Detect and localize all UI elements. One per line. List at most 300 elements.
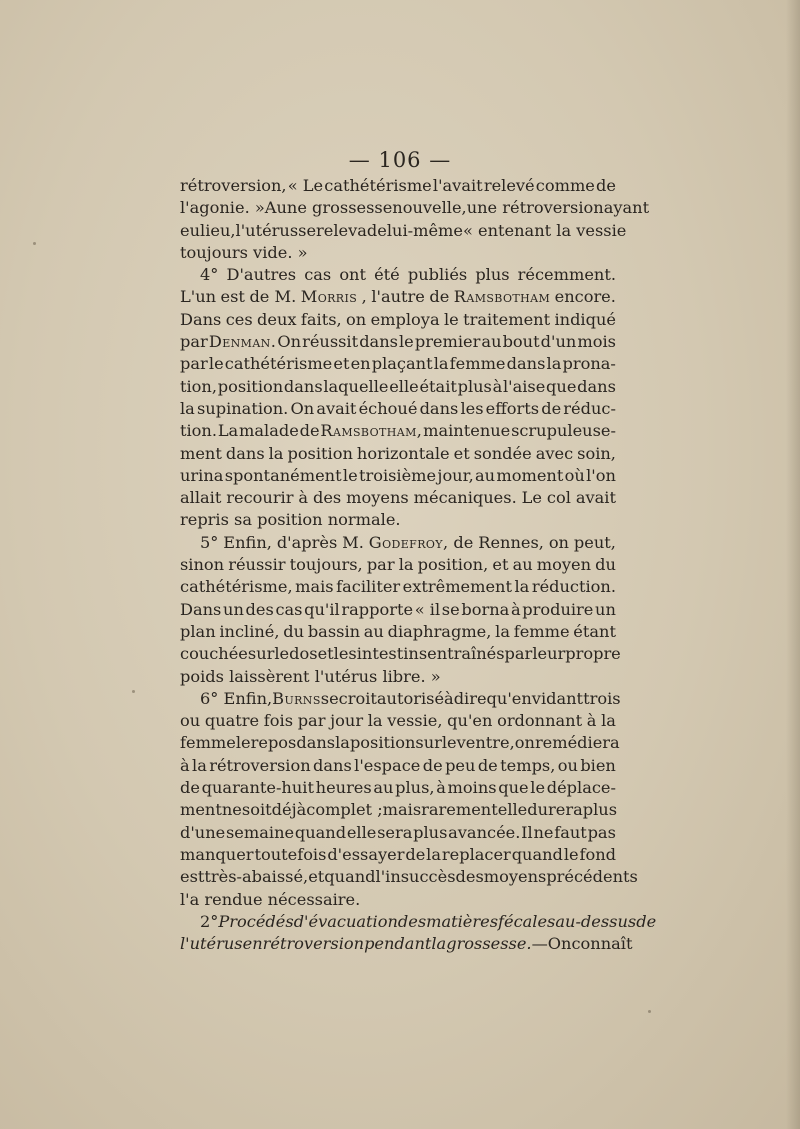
word: est (180, 867, 205, 887)
text-line (180, 799, 616, 821)
word: plus (582, 800, 618, 820)
word: elle (346, 822, 377, 842)
word: fois (263, 711, 294, 731)
word: plus, (395, 778, 435, 798)
word: bassin (307, 621, 361, 641)
word: les (460, 398, 484, 418)
text-line (180, 911, 657, 933)
word: dans (296, 733, 336, 753)
word: à (510, 599, 521, 619)
word: au (475, 465, 496, 485)
text-line (180, 643, 621, 665)
word: l'espace (354, 755, 421, 775)
word: relevé (483, 176, 535, 195)
word: repos (250, 733, 297, 753)
text-line (180, 844, 616, 866)
word: déjà (271, 800, 307, 820)
text-line (180, 732, 620, 754)
text-line (180, 688, 621, 710)
word: L'un (180, 287, 217, 307)
word: col (546, 488, 571, 508)
text-line (180, 933, 633, 955)
word: D'autres (226, 265, 297, 285)
word: ne (533, 822, 554, 842)
word: deux (257, 309, 297, 329)
text-line (180, 353, 616, 375)
word: la (514, 577, 530, 597)
word: du (595, 555, 616, 575)
word: La (217, 421, 239, 441)
word: rétroversion (262, 934, 365, 954)
word: femme (180, 733, 236, 753)
word: tenant la vessie (498, 220, 627, 240)
text-line (180, 777, 616, 799)
word: moins (447, 778, 497, 798)
word: de (366, 220, 387, 240)
word: tion, (180, 376, 217, 396)
word: elle (497, 800, 528, 820)
word: scrupuleuse- (511, 421, 616, 441)
word: elle (389, 376, 419, 396)
word: plan (180, 621, 216, 641)
word: leur (532, 644, 566, 664)
word: extrêmement (402, 577, 512, 597)
word: de (429, 287, 450, 307)
word: par (180, 354, 208, 374)
paper-speck (132, 690, 135, 693)
word: publiés (407, 265, 468, 285)
word: dos (289, 644, 318, 664)
word: eu (180, 220, 201, 240)
word: quand (324, 867, 376, 887)
word: l'utérus (235, 220, 299, 240)
word: l'agonie. » (180, 198, 265, 218)
word: de (422, 755, 443, 775)
word: le (441, 733, 457, 753)
word: plaçant (371, 354, 433, 374)
word: réussir (228, 555, 286, 575)
word: on (346, 309, 367, 329)
word: au (363, 621, 384, 641)
word: le (443, 309, 459, 329)
text-line (180, 286, 616, 308)
word: soin, (577, 443, 616, 463)
word: précédents (546, 867, 638, 887)
word: et (492, 555, 509, 575)
word: dans (359, 332, 398, 352)
word: par (366, 555, 395, 575)
text-line (180, 175, 616, 197)
word: cathétérisme (324, 176, 432, 195)
word: ordonnant (497, 711, 583, 731)
word: comme (535, 176, 595, 195)
word: temps, (500, 755, 556, 775)
word: 5° (200, 532, 219, 552)
word: par (180, 332, 208, 352)
word: Procédés (218, 911, 294, 931)
word: de (596, 176, 616, 195)
word: supination. (196, 398, 289, 418)
word: à (180, 755, 190, 775)
text-line (180, 197, 650, 219)
word: à (492, 376, 503, 396)
word: avancée. (448, 822, 521, 842)
word: au-dessus (555, 911, 637, 931)
word: remédiera (534, 733, 620, 753)
word: le (274, 644, 290, 664)
word: mais (382, 800, 422, 820)
word: est (220, 287, 245, 307)
word: avec (535, 443, 574, 463)
word: en (350, 354, 371, 374)
word: matières (426, 911, 499, 931)
word: connaît (571, 934, 633, 954)
word: borna (461, 599, 510, 619)
word: ment (180, 443, 222, 463)
word: urina (180, 465, 224, 485)
word: indiqué (554, 309, 616, 329)
text-line (180, 443, 616, 465)
text-line (180, 487, 616, 509)
word: femme (449, 354, 506, 374)
word: peu (445, 755, 476, 775)
text-line (180, 309, 616, 331)
word: que (546, 376, 577, 396)
word: étant (573, 621, 616, 641)
word: , (361, 287, 367, 307)
word: et (453, 443, 470, 463)
word: se (441, 599, 460, 619)
word: moyens (346, 488, 409, 508)
text-line (180, 866, 638, 888)
word: plus (457, 376, 492, 396)
word: « il (414, 599, 441, 619)
word: autorisé (376, 688, 445, 708)
word: de M. (249, 287, 297, 307)
word: avait (316, 398, 357, 418)
word: ces (225, 309, 253, 329)
text-line (180, 509, 616, 531)
word: — (531, 934, 548, 954)
word: maintenue (423, 421, 511, 441)
word: Godefroy, (368, 532, 449, 552)
word: ont (339, 265, 366, 285)
word: rétroversion, (180, 176, 287, 195)
word: une rétroversion (466, 198, 604, 218)
word: la (495, 621, 510, 641)
word: d'un (540, 332, 577, 352)
word: position (349, 733, 416, 753)
text-line (180, 666, 616, 688)
word: lieu, (200, 220, 236, 240)
text-line (180, 532, 616, 554)
word: position (217, 376, 284, 396)
word: déplace- (546, 778, 616, 798)
word: incliné, (219, 621, 280, 641)
word: heures (315, 778, 372, 798)
word: moyens (483, 867, 547, 887)
word: les (333, 644, 357, 664)
word: Il (521, 822, 533, 842)
word: traitement (463, 309, 551, 329)
word: quatre (204, 711, 260, 731)
word: à (298, 488, 309, 508)
word: la (180, 398, 195, 418)
word: jour, (437, 465, 474, 485)
word: 4° (200, 265, 219, 285)
word: sinon (180, 555, 225, 575)
word: par (504, 644, 533, 664)
word: et (317, 644, 334, 664)
word: dans (283, 376, 323, 396)
word: ou (557, 755, 578, 775)
word: qu'en (447, 711, 493, 731)
word: produire (522, 599, 594, 619)
word: du (283, 621, 305, 641)
word: une grossesse (276, 198, 393, 218)
word: sera (377, 822, 413, 842)
word: rarement (421, 800, 498, 820)
word: était (419, 376, 457, 396)
word: diaphragme, (387, 621, 492, 641)
word: moyen (536, 555, 592, 575)
word: « Le (287, 176, 324, 195)
word: Dans (180, 599, 222, 619)
text-line (180, 710, 616, 732)
word: dans (313, 755, 352, 775)
text-line (180, 755, 616, 777)
word: cathétérisme, (180, 577, 293, 597)
word: on (514, 733, 535, 753)
word: la (268, 443, 284, 463)
word: plus (475, 265, 510, 285)
word: se (298, 220, 317, 240)
word: qu'il (304, 599, 340, 619)
word: la (398, 555, 414, 575)
word: employa (370, 309, 440, 329)
word: 2° (200, 911, 219, 931)
word: entraînés (427, 644, 505, 664)
word: dans (225, 443, 265, 463)
word: l'on (586, 465, 616, 485)
word: position, (417, 555, 489, 575)
word: quand (511, 844, 563, 864)
word: semaine (226, 822, 295, 842)
word: toujours vide. » (180, 242, 308, 262)
word: dans (506, 354, 546, 374)
word: rapporte (341, 599, 414, 619)
word: été (374, 265, 400, 285)
text-line (180, 554, 616, 576)
word: très-abaissé, (204, 867, 309, 887)
word: au (373, 778, 394, 798)
text-line (180, 398, 616, 420)
paper-speck (33, 242, 36, 245)
word: que (498, 778, 529, 798)
text-line (180, 264, 616, 286)
word: la (367, 711, 383, 731)
word: soit (241, 800, 272, 820)
word: « en (462, 220, 499, 240)
word: vessie, (387, 711, 443, 731)
word: et (333, 354, 350, 374)
word: réussit (302, 332, 359, 352)
word: l'insuccès (375, 867, 456, 887)
word: dans (419, 398, 459, 418)
word: de (477, 755, 498, 775)
word: premier (414, 332, 481, 352)
word: vidant (531, 688, 584, 708)
text-line (180, 331, 616, 353)
word: le (563, 844, 579, 864)
word: de (299, 421, 320, 441)
word: avait (575, 488, 616, 508)
word: sur (415, 733, 442, 753)
word: grossesse. (446, 934, 532, 954)
word: d'après (276, 532, 338, 552)
word: 6° Enfin, (200, 688, 273, 708)
word: le (342, 465, 358, 485)
word: rétroversion (209, 755, 311, 775)
word: cas (275, 599, 303, 619)
word: cathétérisme (224, 354, 333, 374)
word: croit (338, 688, 377, 708)
word: durera (527, 800, 583, 820)
word: de (180, 778, 200, 798)
word: quarante-huit (201, 778, 314, 798)
word: femme (513, 621, 570, 641)
word: plus (413, 822, 448, 842)
word: bien (580, 755, 616, 775)
word: faciliter (336, 577, 401, 597)
paper-speck (648, 1010, 651, 1013)
word: en (242, 934, 263, 954)
text-line (180, 420, 616, 442)
word: le (208, 354, 224, 374)
word: échoué (358, 398, 418, 418)
word: Ramsbotham, (320, 421, 423, 441)
word: pas (587, 822, 616, 842)
word: Burns (272, 688, 321, 708)
word: ne (221, 800, 242, 820)
word: de (636, 911, 657, 931)
word: Le (521, 488, 542, 508)
word: par (297, 711, 326, 731)
word: la (192, 755, 207, 775)
word: à (586, 711, 597, 731)
word: la (335, 733, 350, 753)
word: spontanément (224, 465, 342, 485)
word: propre (565, 644, 621, 664)
word: complet ; (306, 800, 383, 820)
text-line (180, 576, 616, 598)
page-number: — 106 — (348, 148, 452, 172)
word: au (481, 332, 502, 352)
word: la (601, 711, 616, 731)
word: Enfin, (223, 532, 272, 552)
word: Ramsbotham (453, 287, 551, 307)
word: de (405, 844, 426, 864)
word: la (426, 844, 441, 864)
word: on (548, 532, 569, 552)
word: de (541, 398, 562, 418)
word: à (444, 688, 454, 708)
word: un (223, 599, 244, 619)
word: M. (342, 532, 364, 552)
word: laquelle (323, 376, 389, 396)
word: lui-même (386, 220, 463, 240)
word: trois (583, 688, 621, 708)
word: dans (577, 376, 616, 396)
word: d'une (180, 822, 226, 842)
word: le (399, 332, 414, 352)
word: des (245, 599, 274, 619)
word: et (308, 867, 325, 887)
word: horizontale (356, 443, 450, 463)
word: On (277, 332, 302, 352)
word: tion. (180, 421, 217, 441)
word: se (320, 688, 339, 708)
text-line (180, 621, 616, 643)
word: ventre, (456, 733, 515, 753)
word: l'utérus (180, 934, 243, 954)
word: mécaniques. (413, 488, 517, 508)
word: toujours, (289, 555, 363, 575)
word: des (312, 488, 342, 508)
word: malade (239, 421, 299, 441)
word: efforts (485, 398, 540, 418)
word: releva (316, 220, 367, 240)
word: A (264, 198, 277, 218)
word: d'essayer (327, 844, 405, 864)
word: mois (577, 332, 616, 352)
body-text (180, 175, 657, 955)
word: fond (579, 844, 616, 864)
word: où (564, 465, 585, 485)
word: cas (304, 265, 332, 285)
word: réduction. (531, 577, 616, 597)
word: des (397, 911, 427, 931)
word: ment (180, 800, 222, 820)
word: manquer (180, 844, 254, 864)
word: Rennes, (478, 532, 544, 552)
text-line (180, 220, 627, 242)
word: bout (502, 332, 540, 352)
word: couchée (180, 644, 248, 664)
word: l'aise (502, 376, 546, 396)
word: faits, (300, 309, 342, 329)
word: Denman. (208, 332, 277, 352)
word: la (546, 354, 562, 374)
word: le (530, 778, 546, 798)
text-line (180, 242, 616, 264)
word: jour (330, 711, 364, 731)
word: peut, (573, 532, 616, 552)
word: replacer (441, 844, 511, 864)
word: sur (247, 644, 275, 664)
word: troisième (358, 465, 437, 485)
word: ou (180, 711, 201, 731)
text-line (180, 599, 616, 621)
word: recourir (226, 488, 294, 508)
word: la (431, 934, 447, 954)
word: intestins (356, 644, 428, 664)
word: réduc- (563, 398, 616, 418)
word: On (290, 398, 315, 418)
word: un (595, 599, 616, 619)
word: dire (453, 688, 487, 708)
word: récemment. (517, 265, 616, 285)
